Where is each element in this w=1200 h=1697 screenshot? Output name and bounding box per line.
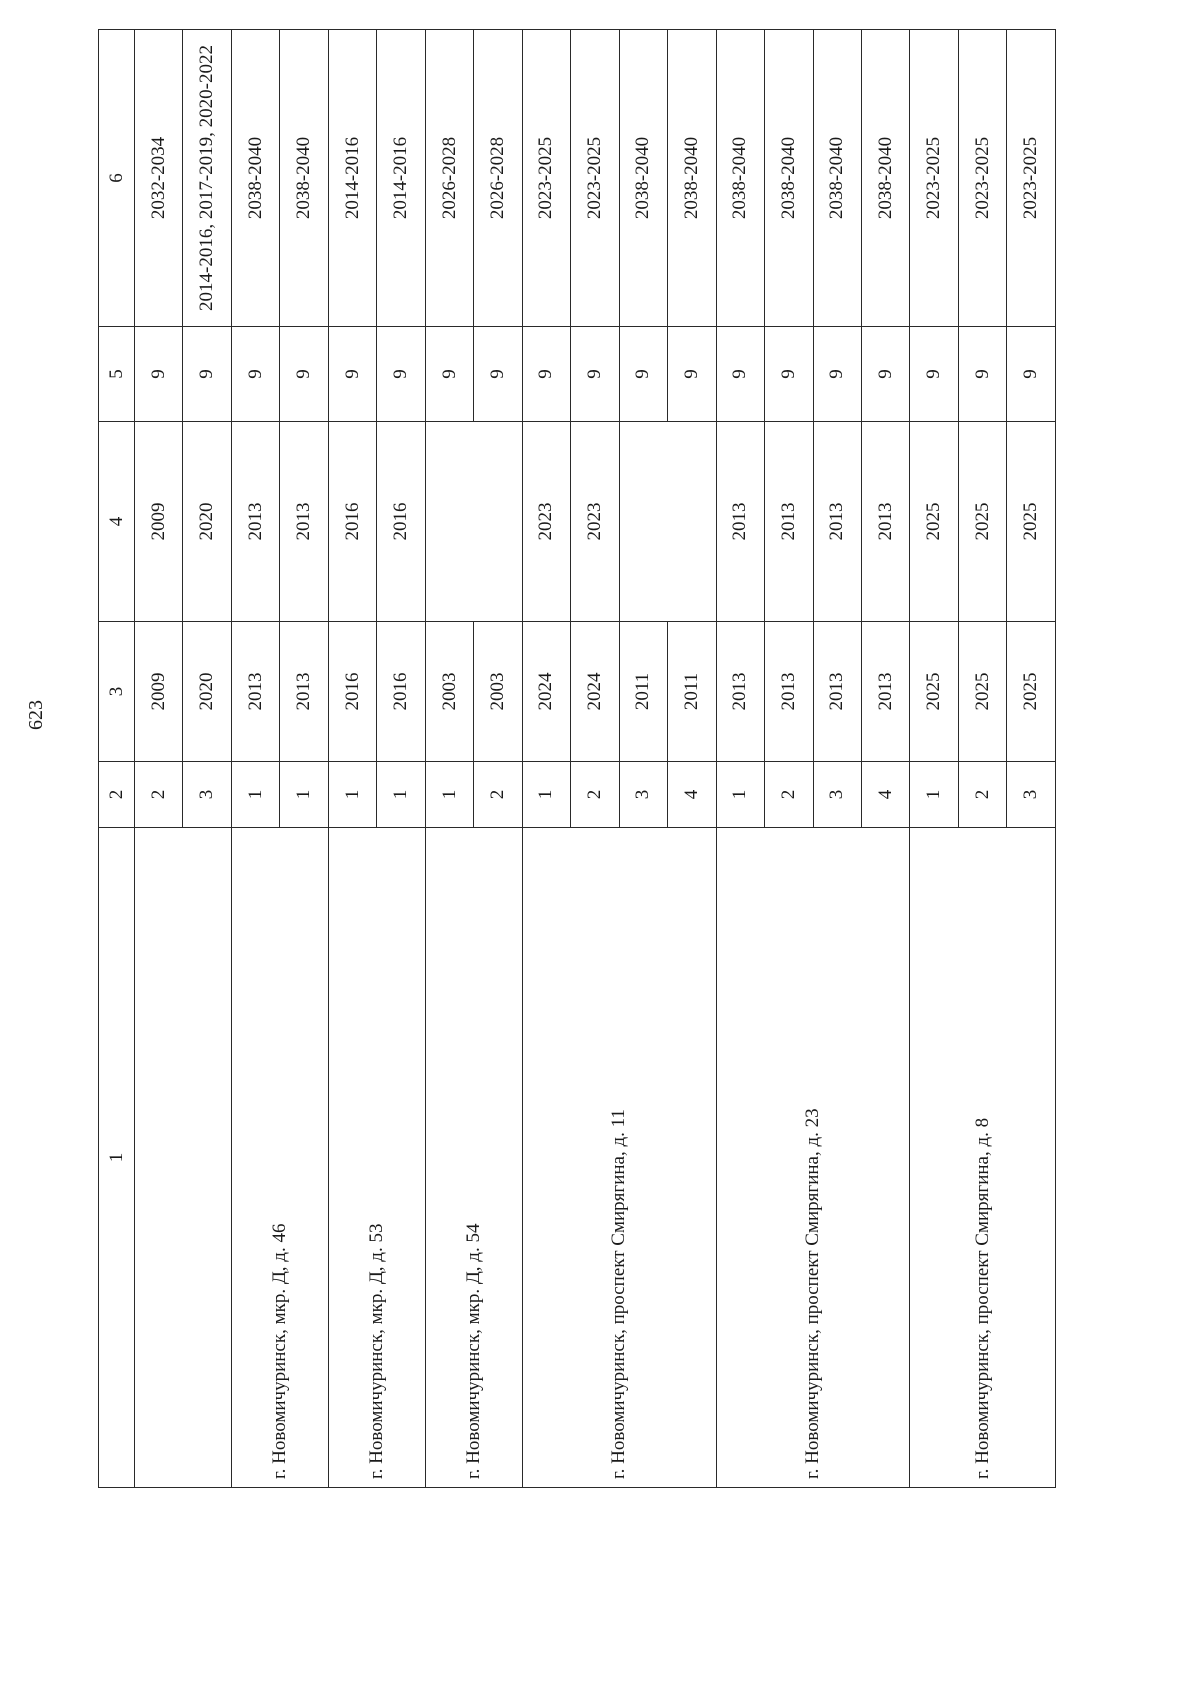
period-cell: 2014-2016, 2017-2019, 2020-2022 bbox=[183, 30, 231, 327]
value-cell: 9 bbox=[716, 327, 764, 422]
period-cell: 2014-2016 bbox=[328, 30, 376, 327]
year-cell: 2013 bbox=[280, 622, 328, 762]
table-row bbox=[716, 30, 764, 1488]
year-cell: 2013 bbox=[861, 622, 909, 762]
year-cell: 2013 bbox=[861, 422, 909, 622]
period-cell: 2023-2025 bbox=[910, 30, 958, 327]
address-cell: г. Новомичуринск, мкр. Д, д. 54 bbox=[425, 828, 522, 1488]
period-cell: 2026-2028 bbox=[474, 30, 522, 327]
year-cell: 2003 bbox=[425, 622, 473, 762]
item-number-cell: 3 bbox=[619, 762, 667, 828]
data-table bbox=[98, 29, 1056, 1488]
item-number-cell: 2 bbox=[958, 762, 1006, 828]
address-cell: г. Новомичуринск, проспект Смирягина, д. 8 bbox=[910, 828, 1056, 1488]
value-cell: 9 bbox=[328, 327, 376, 422]
year-cell: 2013 bbox=[716, 422, 764, 622]
year-cell: 2013 bbox=[813, 422, 861, 622]
item-number-cell: 4 bbox=[861, 762, 909, 828]
period-cell: 2038-2040 bbox=[813, 30, 861, 327]
value-cell: 9 bbox=[134, 327, 182, 422]
table-container bbox=[98, 30, 1056, 1488]
year-cell: 2025 bbox=[1007, 422, 1056, 622]
value-cell: 9 bbox=[425, 327, 473, 422]
table-header-row bbox=[99, 30, 135, 1488]
period-cell: 2038-2040 bbox=[765, 30, 813, 327]
value-cell: 9 bbox=[474, 327, 522, 422]
year-cell: 2020 bbox=[183, 422, 231, 622]
period-cell: 2023-2025 bbox=[522, 30, 570, 327]
column-header: 4 bbox=[99, 422, 135, 622]
year-cell: 2025 bbox=[958, 622, 1006, 762]
year-cell: 2020 bbox=[183, 622, 231, 762]
item-number-cell: 1 bbox=[280, 762, 328, 828]
item-number-cell: 1 bbox=[716, 762, 764, 828]
year-cell bbox=[619, 422, 716, 622]
item-number-cell: 2 bbox=[134, 762, 182, 828]
column-header: 5 bbox=[99, 327, 135, 422]
item-number-cell: 2 bbox=[474, 762, 522, 828]
address-cell bbox=[134, 828, 231, 1488]
table-row bbox=[134, 30, 182, 1488]
year-cell: 2013 bbox=[280, 422, 328, 622]
item-number-cell: 1 bbox=[231, 762, 279, 828]
period-cell: 2038-2040 bbox=[668, 30, 716, 327]
value-cell: 9 bbox=[231, 327, 279, 422]
value-cell: 9 bbox=[765, 327, 813, 422]
value-cell: 9 bbox=[571, 327, 619, 422]
address-cell: г. Новомичуринск, мкр. Д, д. 46 bbox=[231, 828, 328, 1488]
year-cell: 2025 bbox=[1007, 622, 1056, 762]
value-cell: 9 bbox=[958, 327, 1006, 422]
year-cell: 2024 bbox=[522, 622, 570, 762]
item-number-cell: 4 bbox=[668, 762, 716, 828]
period-cell: 2026-2028 bbox=[425, 30, 473, 327]
period-cell: 2038-2040 bbox=[280, 30, 328, 327]
period-cell: 2023-2025 bbox=[958, 30, 1006, 327]
period-cell: 2032-2034 bbox=[134, 30, 182, 327]
item-number-cell: 1 bbox=[910, 762, 958, 828]
year-cell: 2016 bbox=[377, 622, 425, 762]
year-cell: 2016 bbox=[328, 622, 376, 762]
value-cell: 9 bbox=[522, 327, 570, 422]
table-row bbox=[425, 30, 473, 1488]
value-cell: 9 bbox=[183, 327, 231, 422]
year-cell: 2013 bbox=[231, 422, 279, 622]
item-number-cell: 1 bbox=[377, 762, 425, 828]
year-cell bbox=[425, 422, 522, 622]
year-cell: 2009 bbox=[134, 422, 182, 622]
item-number-cell: 3 bbox=[1007, 762, 1056, 828]
value-cell: 9 bbox=[910, 327, 958, 422]
year-cell: 2025 bbox=[958, 422, 1006, 622]
year-cell: 2025 bbox=[910, 622, 958, 762]
value-cell: 9 bbox=[861, 327, 909, 422]
value-cell: 9 bbox=[619, 327, 667, 422]
year-cell: 2023 bbox=[571, 422, 619, 622]
item-number-cell: 2 bbox=[571, 762, 619, 828]
period-cell: 2023-2025 bbox=[571, 30, 619, 327]
column-header: 6 bbox=[99, 30, 135, 327]
period-cell: 2038-2040 bbox=[716, 30, 764, 327]
year-cell: 2023 bbox=[522, 422, 570, 622]
year-cell: 2003 bbox=[474, 622, 522, 762]
column-header: 1 bbox=[99, 828, 135, 1488]
year-cell: 2011 bbox=[668, 622, 716, 762]
year-cell: 2011 bbox=[619, 622, 667, 762]
period-cell: 2023-2025 bbox=[1007, 30, 1056, 327]
period-cell: 2038-2040 bbox=[619, 30, 667, 327]
year-cell: 2013 bbox=[716, 622, 764, 762]
table-row bbox=[910, 30, 958, 1488]
column-header: 3 bbox=[99, 622, 135, 762]
year-cell: 2013 bbox=[231, 622, 279, 762]
year-cell: 2013 bbox=[765, 422, 813, 622]
year-cell: 2016 bbox=[377, 422, 425, 622]
item-number-cell: 2 bbox=[765, 762, 813, 828]
table-row bbox=[328, 30, 376, 1488]
item-number-cell: 1 bbox=[328, 762, 376, 828]
year-cell: 2013 bbox=[765, 622, 813, 762]
value-cell: 9 bbox=[377, 327, 425, 422]
page-number: 623 bbox=[25, 700, 47, 730]
table-row bbox=[231, 30, 279, 1488]
address-cell: г. Новомичуринск, проспект Смирягина, д. 23 bbox=[716, 828, 910, 1488]
table-row bbox=[522, 30, 570, 1488]
year-cell: 2016 bbox=[328, 422, 376, 622]
year-cell: 2025 bbox=[910, 422, 958, 622]
value-cell: 9 bbox=[280, 327, 328, 422]
period-cell: 2038-2040 bbox=[861, 30, 909, 327]
value-cell: 9 bbox=[668, 327, 716, 422]
item-number-cell: 3 bbox=[183, 762, 231, 828]
value-cell: 9 bbox=[813, 327, 861, 422]
column-header: 2 bbox=[99, 762, 135, 828]
item-number-cell: 1 bbox=[425, 762, 473, 828]
period-cell: 2038-2040 bbox=[231, 30, 279, 327]
address-cell: г. Новомичуринск, мкр. Д, д. 53 bbox=[328, 828, 425, 1488]
year-cell: 2024 bbox=[571, 622, 619, 762]
year-cell: 2009 bbox=[134, 622, 182, 762]
item-number-cell: 1 bbox=[522, 762, 570, 828]
value-cell: 9 bbox=[1007, 327, 1056, 422]
item-number-cell: 3 bbox=[813, 762, 861, 828]
period-cell: 2014-2016 bbox=[377, 30, 425, 327]
year-cell: 2013 bbox=[813, 622, 861, 762]
address-cell: г. Новомичуринск, проспект Смирягина, д. 11 bbox=[522, 828, 716, 1488]
